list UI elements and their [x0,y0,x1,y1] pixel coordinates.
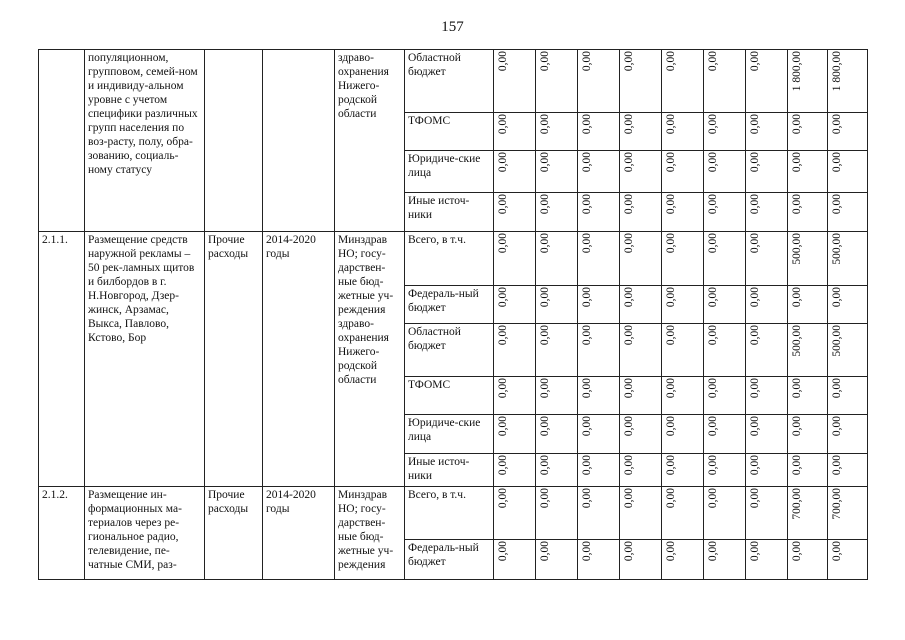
amount-cell: 0,00 [494,415,536,453]
amount-cell: 500,00 [788,231,828,286]
amount-cell: 0,00 [662,487,704,539]
amount-cell: 0,00 [620,377,662,415]
amount-cell: 0,00 [578,286,620,323]
amount-cell: 0,00 [704,453,746,486]
amount-cell: 0,00 [746,487,788,539]
amount-cell: 0,00 [536,323,578,377]
amount-cell: 0,00 [704,377,746,415]
row-number [39,50,85,232]
amount-cell: 700,00 [788,487,828,539]
amount-cell: 0,00 [704,231,746,286]
amount-cell: 0,00 [536,112,578,150]
funding-source: Юридиче-ские лица [405,150,494,192]
amount-cell: 0,00 [578,539,620,579]
amount-cell: 0,00 [662,453,704,486]
amount-cell: 0,00 [746,50,788,113]
amount-cell: 0,00 [828,539,868,579]
table-row [39,231,868,286]
amount-cell: 0,00 [828,150,868,192]
amount-cell: 0,00 [746,112,788,150]
executor: Минздрав НО; госу-дарствен-ные бюд-жетные уч-реждения здраво-охранения Нижего-родской области [335,231,405,486]
amount-cell: 0,00 [746,453,788,486]
expense-type: Прочие расходы [205,231,263,486]
amount-cell: 0,00 [788,286,828,323]
amount-cell: 0,00 [662,150,704,192]
amount-cell: 0,00 [578,415,620,453]
amount-cell: 0,00 [788,415,828,453]
amount-cell: 0,00 [704,286,746,323]
amount-cell: 0,00 [704,112,746,150]
amount-cell: 0,00 [620,50,662,113]
period: 2014-2020 годы [263,487,335,580]
amount-cell: 0,00 [788,377,828,415]
amount-cell: 0,00 [788,193,828,231]
budget-table [38,49,868,580]
measure-name: Размещение ин-формационных ма-териалов через ре-гиональное радио, телевидение, пе-чатные СМИ, раз- [85,487,205,580]
amount-cell: 0,00 [494,377,536,415]
amount-cell: 0,00 [578,150,620,192]
amount-cell: 0,00 [620,415,662,453]
funding-source: Федераль-ный бюджет [405,539,494,579]
amount-cell: 0,00 [662,286,704,323]
amount-cell: 0,00 [788,453,828,486]
funding-source: Областной бюджет [405,50,494,113]
amount-cell: 0,00 [578,112,620,150]
funding-source: Иные источ-ники [405,453,494,486]
amount-cell: 0,00 [620,286,662,323]
amount-cell: 0,00 [620,150,662,192]
amount-cell: 0,00 [536,50,578,113]
amount-cell: 0,00 [494,286,536,323]
amount-cell: 0,00 [494,539,536,579]
amount-cell: 1 800,00 [828,50,868,113]
amount-cell: 500,00 [828,231,868,286]
funding-source: Всего, в т.ч. [405,487,494,539]
amount-cell: 0,00 [536,193,578,231]
funding-source: Юридиче-ские лица [405,415,494,453]
funding-source: ТФОМС [405,377,494,415]
amount-cell: 0,00 [494,453,536,486]
amount-cell: 1 800,00 [788,50,828,113]
amount-cell: 0,00 [828,453,868,486]
funding-source: ТФОМС [405,112,494,150]
amount-cell: 0,00 [662,539,704,579]
amount-cell: 0,00 [494,50,536,113]
amount-cell: 0,00 [536,453,578,486]
amount-cell: 0,00 [746,193,788,231]
amount-cell: 0,00 [620,193,662,231]
funding-source: Федераль-ный бюджет [405,286,494,323]
amount-cell: 0,00 [536,539,578,579]
amount-cell: 0,00 [536,415,578,453]
expense-type: Прочие расходы [205,487,263,580]
amount-cell: 0,00 [746,323,788,377]
amount-cell: 0,00 [828,377,868,415]
amount-cell: 0,00 [704,487,746,539]
row-number: 2.1.1. [39,231,85,486]
amount-cell: 0,00 [828,286,868,323]
funding-source: Областной бюджет [405,323,494,377]
period [263,50,335,232]
amount-cell: 0,00 [578,377,620,415]
amount-cell: 0,00 [494,193,536,231]
amount-cell: 0,00 [578,323,620,377]
amount-cell: 0,00 [662,193,704,231]
amount-cell: 0,00 [536,231,578,286]
amount-cell: 0,00 [662,415,704,453]
period: 2014-2020 годы [263,231,335,486]
amount-cell: 0,00 [620,539,662,579]
amount-cell: 0,00 [536,487,578,539]
table-row [39,487,868,539]
amount-cell: 0,00 [788,112,828,150]
page-number: 157 [441,19,464,35]
amount-cell: 0,00 [494,150,536,192]
amount-cell: 0,00 [620,487,662,539]
amount-cell: 0,00 [578,231,620,286]
amount-cell: 0,00 [704,323,746,377]
amount-cell: 700,00 [828,487,868,539]
amount-cell: 500,00 [828,323,868,377]
amount-cell: 0,00 [494,487,536,539]
amount-cell: 0,00 [536,286,578,323]
amount-cell: 0,00 [704,193,746,231]
executor: Минздрав НО; госу-дарствен-ные бюд-жетные уч-реждения [335,487,405,580]
funding-source: Всего, в т.ч. [405,231,494,286]
amount-cell: 0,00 [704,150,746,192]
amount-cell: 0,00 [662,112,704,150]
amount-cell: 0,00 [746,539,788,579]
row-number: 2.1.2. [39,487,85,580]
table-row [39,50,868,113]
amount-cell: 0,00 [662,50,704,113]
expense-type [205,50,263,232]
amount-cell: 0,00 [704,50,746,113]
amount-cell: 0,00 [494,323,536,377]
amount-cell: 0,00 [620,323,662,377]
amount-cell: 0,00 [662,323,704,377]
amount-cell: 0,00 [578,50,620,113]
amount-cell: 0,00 [620,453,662,486]
amount-cell: 0,00 [828,193,868,231]
amount-cell: 0,00 [536,150,578,192]
amount-cell: 0,00 [620,112,662,150]
amount-cell: 0,00 [662,377,704,415]
amount-cell: 0,00 [828,112,868,150]
amount-cell: 0,00 [578,487,620,539]
measure-name: популяционном, групповом, семей-ном и индивиду-альном уровне с учетом специфики различных групп населения по воз-расту, полу, обра-зованию, социаль-ному статусу [85,50,205,232]
amount-cell: 0,00 [746,150,788,192]
amount-cell: 0,00 [746,286,788,323]
amount-cell: 0,00 [704,415,746,453]
amount-cell: 0,00 [494,112,536,150]
amount-cell: 0,00 [788,539,828,579]
amount-cell: 0,00 [746,231,788,286]
amount-cell: 0,00 [662,231,704,286]
executor: здраво-охранения Нижего-родской области [335,50,405,232]
amount-cell: 0,00 [578,453,620,486]
amount-cell: 0,00 [704,539,746,579]
amount-cell: 0,00 [828,415,868,453]
amount-cell: 0,00 [788,150,828,192]
amount-cell: 0,00 [578,193,620,231]
amount-cell: 0,00 [536,377,578,415]
amount-cell: 0,00 [746,377,788,415]
amount-cell: 0,00 [620,231,662,286]
amount-cell: 0,00 [746,415,788,453]
funding-source: Иные источ-ники [405,193,494,231]
amount-cell: 0,00 [494,231,536,286]
measure-name: Размещение средств наружной рекламы – 50 рек-ламных щитов и билбордов в г. Н.Новгород, Дзер-жинск, Арзамас, Выкса, Павлово, Кстово, Бор [85,231,205,486]
amount-cell: 500,00 [788,323,828,377]
